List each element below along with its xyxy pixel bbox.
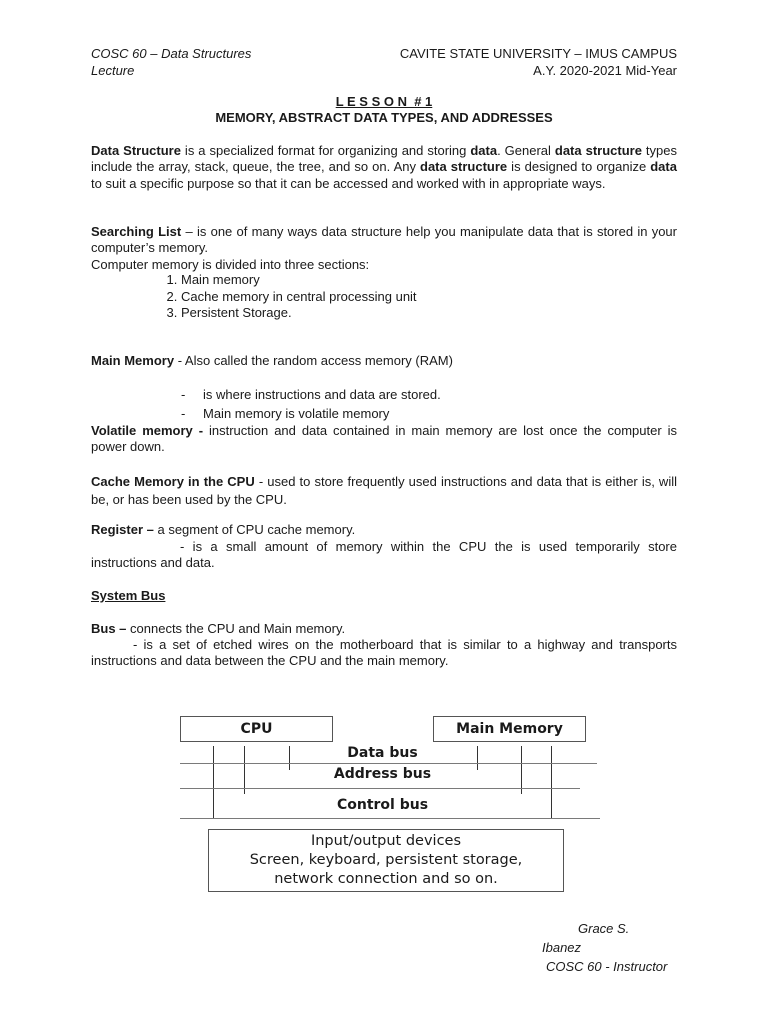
searching-list-paragraph xyxy=(91,224,677,257)
register-term: Register – xyxy=(91,522,154,537)
bold-run: data xyxy=(650,159,677,175)
cpu-box xyxy=(180,716,333,742)
signature-name: Grace S. xyxy=(578,921,630,936)
main-memory-term: Main Memory xyxy=(91,353,175,368)
system-bus-heading: System Bus xyxy=(91,588,166,603)
main-memory-label: Main Memory xyxy=(456,721,563,737)
io-devices-examples: Screen, keyboard, persistent storage, xyxy=(249,852,523,868)
text-run: - is a set of etched wires on the motherboard that is similar to a highway and transports instructions and data between the CPU and the main memory. xyxy=(91,637,677,669)
list-item: 2. Cache memory in central processing unit xyxy=(181,289,417,306)
signature-role: COSC 60 - Instructor xyxy=(546,959,668,974)
list-item: 3. Persistent Storage. xyxy=(181,305,417,322)
text-run: - is a small amount of memory within the CPU the is used temporarily store instructions and data. xyxy=(91,539,677,571)
university-name: CAVITE STATE UNIVERSITY – IMUS CAMPUS xyxy=(399,46,677,61)
text-run: types include the array, stack, queue, the tree, and so on. Any xyxy=(91,143,677,175)
main-memory-box xyxy=(433,716,586,742)
bold-run: data structure xyxy=(420,159,508,175)
academic-year: A.Y. 2020-2021 Mid-Year xyxy=(533,63,677,78)
register-detail xyxy=(91,539,677,572)
searching-list-term: Searching List xyxy=(91,224,182,239)
control-bus-label: Control bus xyxy=(336,797,429,813)
text-run: to suit a specific purpose so that it can be accessed and worked with in appropriate ways. xyxy=(91,175,606,191)
dash-marker: - xyxy=(181,387,186,402)
bold-run: data structure xyxy=(554,143,642,158)
bus-detail xyxy=(91,637,677,670)
cache-memory-paragraph xyxy=(91,473,677,509)
control-bus-line xyxy=(180,818,600,819)
text-run: is a specialized format for organizing and storing xyxy=(180,143,471,158)
bus-line xyxy=(91,621,345,637)
memory-sections-list xyxy=(161,272,417,322)
cache-memory-term: Cache Memory in the CPU xyxy=(91,474,255,489)
text-run: – is one of many ways data structure help you manipulate data that is stored in your computer’s memory. xyxy=(91,224,677,256)
io-devices-examples-cont: network connection and so on. xyxy=(274,871,498,887)
text-run: - used to store frequently used instructions and data that is either is, will be, or has been used by the CPU. xyxy=(91,474,677,507)
data-bus-line xyxy=(180,763,597,764)
text-run: - Also called the random access memory (RAM) xyxy=(174,353,453,368)
lesson-number: L E S S O N # 1 xyxy=(335,94,433,109)
cpu-label: CPU xyxy=(240,721,273,737)
signature-surname: Ibanez xyxy=(542,940,582,955)
text-run: is designed to organize xyxy=(507,159,651,175)
list-item: 1. Main memory xyxy=(181,272,417,289)
dash-marker: - xyxy=(181,406,186,421)
io-devices-box xyxy=(208,829,564,892)
bold-run: data xyxy=(470,143,498,158)
text-run: instruction and data contained in main memory are lost once the computer is power down. xyxy=(91,423,677,455)
course-type: Lecture xyxy=(91,63,135,78)
data-bus-label: Data bus xyxy=(347,745,418,761)
data-structure-paragraph xyxy=(91,143,677,192)
register-line xyxy=(91,522,355,538)
system-bus-diagram xyxy=(160,710,605,895)
lesson-title: MEMORY, ABSTRACT DATA TYPES, AND ADDRESSES xyxy=(215,110,553,125)
bullet-text: Main memory is volatile memory xyxy=(203,406,390,421)
volatile-memory-term: Volatile memory - xyxy=(91,423,204,438)
memory-intro: Computer memory is divided into three sections: xyxy=(91,257,370,272)
data-structure-term: Data Structure xyxy=(91,143,181,158)
address-bus-line xyxy=(180,788,580,789)
volatile-memory-paragraph xyxy=(91,423,677,456)
io-devices-title: Input/output devices xyxy=(310,833,462,849)
course-title: COSC 60 – Data Structures xyxy=(91,46,252,61)
text-run: a segment of CPU cache memory. xyxy=(153,522,356,537)
main-memory-line xyxy=(91,353,453,369)
address-bus-label: Address bus xyxy=(333,766,432,782)
text-run: . General xyxy=(497,143,555,158)
bullet-text: is where instructions and data are stored. xyxy=(203,387,441,402)
text-run: connects the CPU and Main memory. xyxy=(126,621,346,636)
bus-term: Bus – xyxy=(91,621,127,636)
